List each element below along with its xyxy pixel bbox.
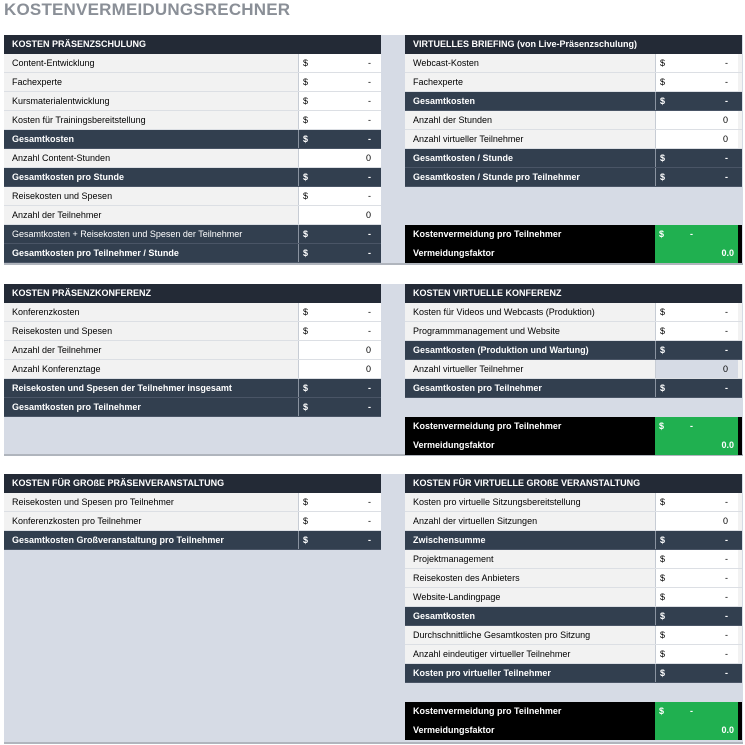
total-row: Gesamtkosten Großveranstaltung pro Teilnehmer $ - [4, 531, 381, 550]
factor-cell: 0.0 [655, 721, 738, 740]
input-row[interactable]: Anzahl der Stunden 0 [405, 111, 742, 130]
input-row[interactable]: Anzahl eindeutiger virtueller Teilnehmer $ - [405, 645, 742, 664]
currency-cell[interactable]: $ - [655, 73, 738, 91]
panel-header: KOSTEN VIRTUELLE KONFERENZ [405, 284, 742, 303]
input-row[interactable]: Programmmanagement und Website $ - [405, 322, 742, 341]
factor-row: Vermeidungsfaktor 0.0 [405, 436, 742, 455]
currency-cell[interactable]: $ - [655, 588, 738, 606]
total-cell: $ - [655, 607, 738, 625]
input-row[interactable]: Reisekosten und Spesen $ - [4, 322, 381, 341]
total-cell: $ - [655, 341, 738, 359]
currency-cell[interactable]: $ - [655, 626, 738, 644]
currency-cell[interactable]: $ - [298, 73, 381, 91]
total-cell: $ - [298, 379, 381, 397]
factor-row: Vermeidungsfaktor 0.0 [405, 244, 742, 263]
currency-cell[interactable]: $ - [655, 550, 738, 568]
total-row: Kosten pro virtueller Teilnehmer $ - [405, 664, 742, 683]
factor-row: Vermeidungsfaktor 0.0 [405, 721, 742, 740]
input-row[interactable]: Durchschnittliche Gesamtkosten pro Sitzung $ - [405, 626, 742, 645]
currency-cell[interactable]: $ - [298, 493, 381, 511]
panel-kosten-virtuelle-konferenz [405, 284, 742, 455]
total-row: Gesamtkosten $ - [405, 92, 742, 111]
section-grossveranstaltung [4, 474, 743, 744]
number-cell[interactable]: 0 [655, 111, 738, 129]
avoidance-row: Kostenvermeidung pro Teilnehmer $ - [405, 702, 742, 721]
total-cell: $ - [655, 92, 738, 110]
panel-header: KOSTEN PRÄSENZKONFERENZ [4, 284, 381, 303]
panel-header: KOSTEN FÜR GROßE PRÄSENVERANSTALTUNG [4, 474, 381, 493]
avoidance-cell: $ - [655, 225, 738, 244]
total-cell: $ - [298, 398, 381, 416]
panel-header: VIRTUELLES BRIEFING (von Live-Präsenzschulung) [405, 35, 742, 54]
total-cell: $ - [655, 531, 738, 549]
factor-cell: 0.0 [655, 436, 738, 455]
total-row: Gesamtkosten pro Teilnehmer / Stunde $ - [4, 244, 381, 263]
input-row[interactable]: Anzahl virtueller Teilnehmer 0 [405, 360, 742, 379]
section-praesenzkonferenz [4, 284, 743, 456]
currency-cell[interactable]: $ - [298, 303, 381, 321]
input-row[interactable]: Anzahl der virtuellen Sitzungen 0 [405, 512, 742, 531]
currency-cell[interactable]: $ - [298, 92, 381, 110]
total-row: Gesamtkosten + Reisekosten und Spesen der Teilnehmer $ - [4, 225, 381, 244]
total-row: Gesamtkosten / Stunde $ - [405, 149, 742, 168]
input-row[interactable]: Fachexperte $ - [405, 73, 742, 92]
panel-kosten-virtuelle-grosse-veranstaltung [405, 474, 742, 740]
currency-cell[interactable]: $ - [298, 111, 381, 129]
total-row: Gesamtkosten pro Teilnehmer $ - [4, 398, 381, 417]
avoidance-row: Kostenvermeidung pro Teilnehmer $ - [405, 417, 742, 436]
input-row[interactable]: Kosten für Videos und Webcasts (Produktion) $ - [405, 303, 742, 322]
section-praesenzschulung [4, 35, 743, 265]
currency-cell[interactable]: $ - [298, 322, 381, 340]
total-cell: $ - [655, 168, 738, 186]
page-title: KOSTENVERMEIDUNGSRECHNER [4, 0, 291, 19]
total-row: Gesamtkosten pro Stunde $ - [4, 168, 381, 187]
input-row[interactable]: Konferenzkosten pro Teilnehmer $ - [4, 512, 381, 531]
total-cell: $ - [298, 244, 381, 262]
input-row[interactable]: Content-Entwicklung $ - [4, 54, 381, 73]
number-cell[interactable]: 0 [298, 360, 381, 378]
total-row: Gesamtkosten / Stunde pro Teilnehmer $ - [405, 168, 742, 187]
panel-kosten-praesenzschulung [4, 35, 381, 263]
input-row[interactable]: Kosten pro virtuelle Sitzungsbereitstellung $ - [405, 493, 742, 512]
input-row[interactable]: Anzahl Content-Stunden 0 [4, 149, 381, 168]
total-cell: $ - [655, 149, 738, 167]
total-row: Gesamtkosten pro Teilnehmer $ - [405, 379, 742, 398]
input-row[interactable]: Anzahl der Teilnehmer 0 [4, 341, 381, 360]
input-row[interactable]: Anzahl Konferenztage 0 [4, 360, 381, 379]
currency-cell[interactable]: $ - [655, 569, 738, 587]
total-cell: $ - [298, 531, 381, 549]
number-cell[interactable]: 0 [655, 130, 738, 148]
total-cell: $ - [655, 379, 738, 397]
currency-cell[interactable]: $ - [655, 303, 738, 321]
number-cell[interactable]: 0 [298, 149, 381, 167]
currency-cell[interactable]: $ - [298, 187, 381, 205]
number-cell[interactable]: 0 [655, 360, 738, 378]
input-row[interactable]: Konferenzkosten $ - [4, 303, 381, 322]
total-cell: $ - [298, 130, 381, 148]
panel-kosten-grosse-praesenveranstaltung [4, 474, 381, 550]
currency-cell[interactable]: $ - [655, 645, 738, 663]
input-row[interactable]: Reisekosten des Anbieters $ - [405, 569, 742, 588]
avoidance-cell: $ - [655, 417, 738, 436]
input-row[interactable]: Reisekosten und Spesen pro Teilnehmer $ - [4, 493, 381, 512]
currency-cell[interactable]: $ - [298, 54, 381, 72]
panel-kosten-praesenzkonferenz [4, 284, 381, 417]
number-cell[interactable]: 0 [298, 341, 381, 359]
currency-cell[interactable]: $ - [655, 493, 738, 511]
panel-header: KOSTEN FÜR VIRTUELLE GROßE VERANSTALTUNG [405, 474, 742, 493]
number-cell[interactable]: 0 [655, 512, 738, 530]
total-row: Gesamtkosten $ - [4, 130, 381, 149]
number-cell[interactable]: 0 [298, 206, 381, 224]
panel-virtuelles-briefing [405, 35, 742, 263]
currency-cell[interactable]: $ - [298, 512, 381, 530]
input-row[interactable]: Fachexperte $ - [4, 73, 381, 92]
total-row: Gesamtkosten $ - [405, 607, 742, 626]
panel-header: KOSTEN PRÄSENZSCHULUNG [4, 35, 381, 54]
total-cell: $ - [655, 664, 738, 682]
input-row[interactable]: Projektmanagement $ - [405, 550, 742, 569]
input-row[interactable]: Website-Landingpage $ - [405, 588, 742, 607]
total-row: Gesamtkosten (Produktion und Wartung) $ - [405, 341, 742, 360]
input-row[interactable]: Reisekosten und Spesen $ - [4, 187, 381, 206]
avoidance-cell: $ - [655, 702, 738, 721]
avoidance-row: Kostenvermeidung pro Teilnehmer $ - [405, 225, 742, 244]
factor-cell: 0.0 [655, 244, 738, 263]
currency-cell[interactable]: $ - [655, 322, 738, 340]
input-row[interactable]: Anzahl der Teilnehmer 0 [4, 206, 381, 225]
total-row: Zwischensumme $ - [405, 531, 742, 550]
input-row[interactable]: Webcast-Kosten $ - [405, 54, 742, 73]
input-row[interactable]: Kosten für Trainingsbereitstellung $ - [4, 111, 381, 130]
total-cell: $ - [298, 168, 381, 186]
input-row[interactable]: Kursmaterialentwicklung $ - [4, 92, 381, 111]
total-row: Reisekosten und Spesen der Teilnehmer insgesamt $ - [4, 379, 381, 398]
input-row[interactable]: Anzahl virtueller Teilnehmer 0 [405, 130, 742, 149]
currency-cell[interactable]: $ - [655, 54, 738, 72]
total-cell: $ - [298, 225, 381, 243]
